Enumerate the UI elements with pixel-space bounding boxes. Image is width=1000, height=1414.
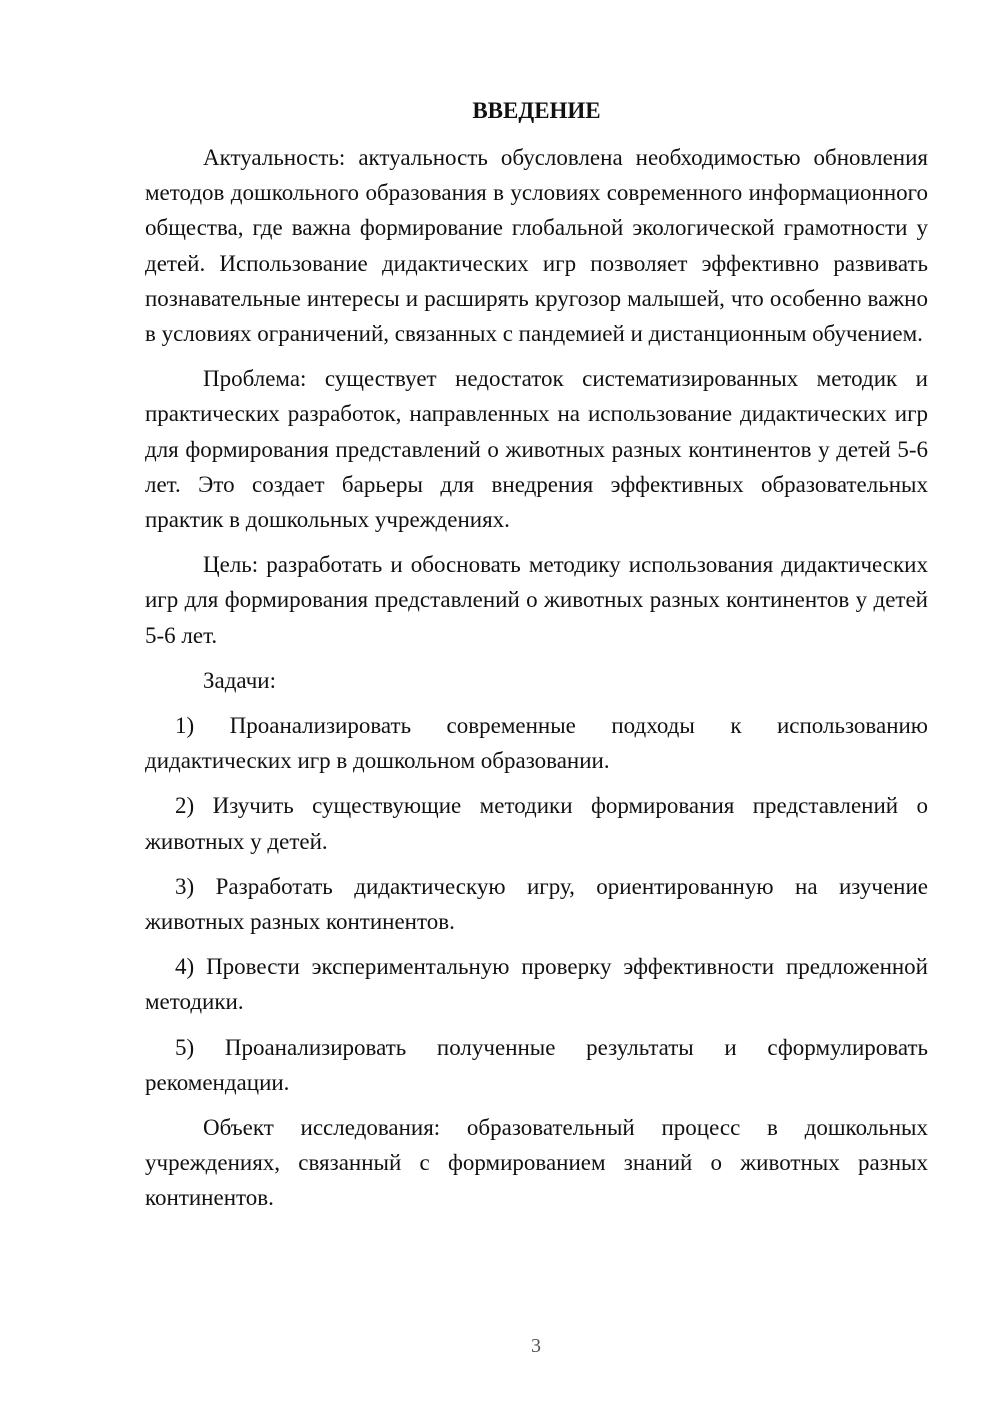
page-content [145,93,928,1226]
tasks-label: Задачи: [203,667,276,693]
paragraph-object: Объект исследования: образовательный процесс в дошкольных учреждениях, связанный с формированием знаний о животных разных континентов. [145,1115,928,1211]
paragraph-relevance: Актуальность: актуальность обусловлена необходимостью обновления методов дошкольного образования в условиях современного информационного общества, где важна формирование глобальной экологической грамотности у детей. Использование дидактических игр позволяет эффективно развивать познавательные интересы и расширять кругозор малышей, что особенно важно в условиях ограничений, связанных с пандемией и дистанционным обучением. [145,145,928,347]
section-heading: ВВЕДЕНИЕ [472,98,601,123]
task-item-4: 4) Провести экспериментальную проверку эффективности предложенной методики. [145,954,928,1015]
paragraph-problem: Проблема: существует недостаток систематизированных методик и практических разработок, направленных на использование дидактических игр для формирования представлений о животных разных континентов у детей 5-6 лет. Это создает барьеры для внедрения эффективных образовательных практик в дошкольных учреждениях. [145,366,928,533]
page-number: 3 [531,1335,541,1357]
task-item-1: 1) Проанализировать современные подходы к использованию дидактических игр в дошкольном образовании. [145,713,928,774]
task-item-2: 2) Изучить существующие методики формирования представлений о животных у детей. [145,793,928,854]
task-item-5: 5) Проанализировать полученные результаты и сформулировать рекомендации. [145,1034,928,1095]
task-item-3: 3) Разработать дидактическую игру, ориентированную на изучение животных разных континентов. [145,873,928,935]
paragraph-goal: Цель: разработать и обосновать методику использования дидактических игр для формирования представлений о животных разных континентов у детей 5-6 лет. [145,552,928,648]
